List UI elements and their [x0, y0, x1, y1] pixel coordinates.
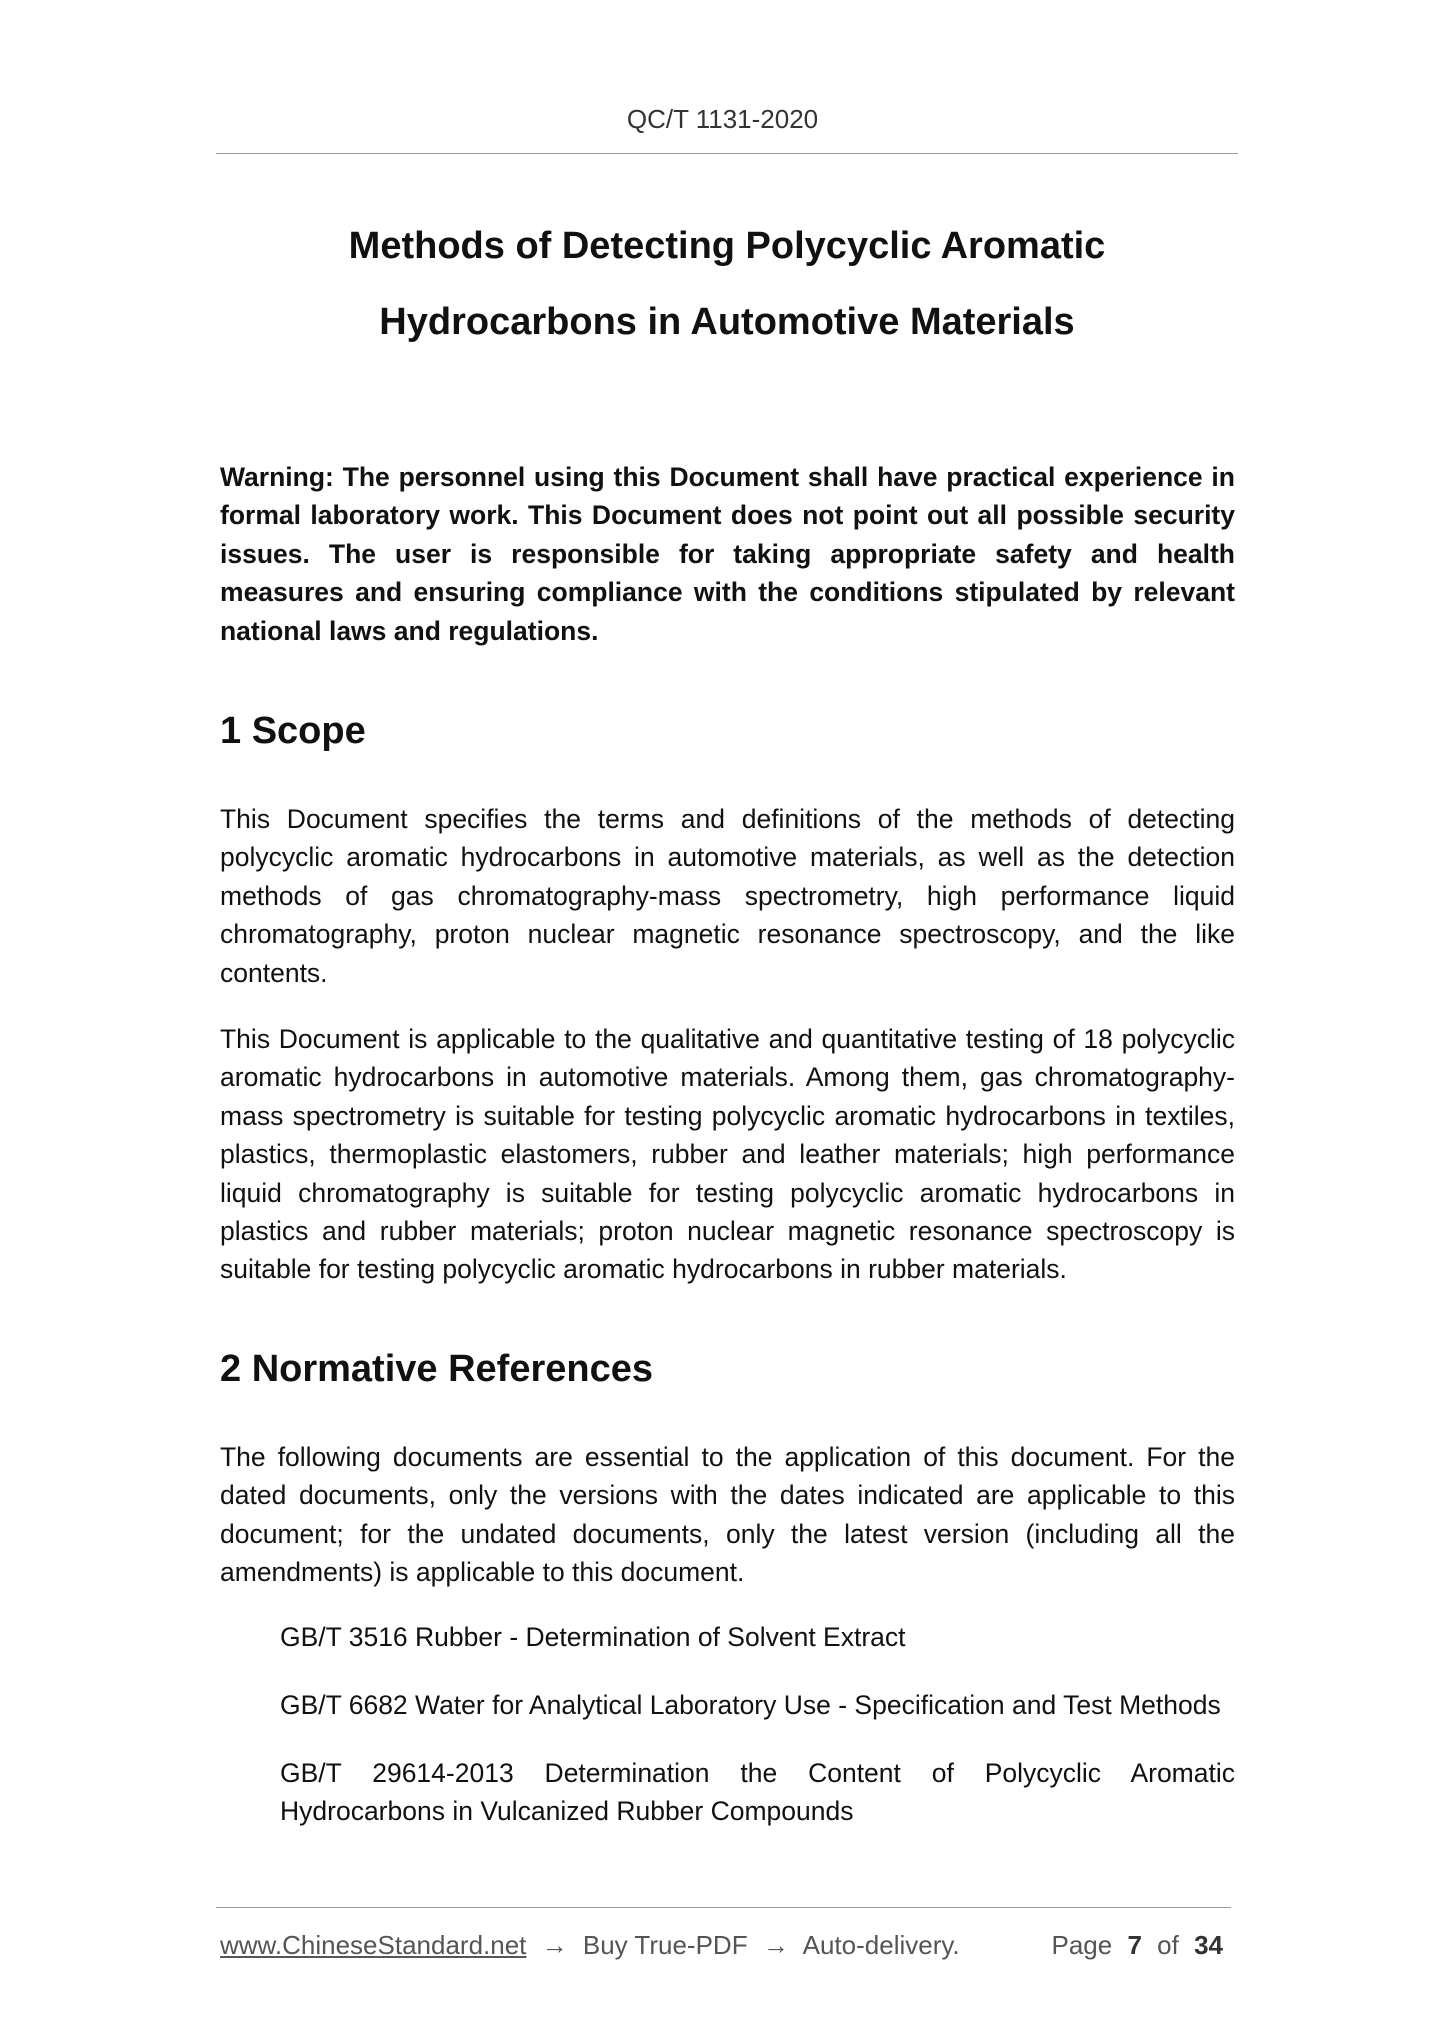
auto-delivery-text: Auto-delivery.: [802, 1930, 960, 1960]
arrow-right-icon: →: [762, 1930, 789, 1960]
buy-true-pdf-text: Buy True-PDF: [582, 1930, 748, 1960]
document-title: [216, 208, 1238, 360]
reference-item: GB/T 29614-2013 Determination the Content of Polycyclic Aromatic Hydrocarbons in Vulcanized Rubber Compounds: [280, 1758, 1235, 1827]
normative-references-intro: The following documents are essential to the application of this document. For the dated documents, only the versions with the dates indicated are applicable to this document; for the undated documents, only the latest version (including all the amendments) is applicable to this document.: [220, 1442, 1235, 1588]
section-heading-normative-references: 2 Normative References: [220, 1348, 653, 1390]
scope-paragraph-1: This Document specifies the terms and definitions of the methods of detecting polycyclic aromatic hydrocarbons in automotive materials, as well as the detection methods of gas chromatography-mass spectrometry, high performance liquid chromatography, proton nuclear magnetic resonance spectroscopy, and the like contents.: [220, 804, 1235, 988]
website-link[interactable]: www.ChineseStandard.net: [220, 1930, 527, 1960]
title-line-2: Hydrocarbons in Automotive Materials: [379, 301, 1075, 343]
section-heading-scope: 1 Scope: [220, 710, 366, 752]
standard-code-header: QC/T 1131-2020: [626, 104, 819, 134]
title-line-1: Methods of Detecting Polycyclic Aromatic: [348, 225, 1106, 267]
footer-promo: [220, 1930, 968, 1961]
page-current: 7: [1127, 1930, 1142, 1960]
reference-item: GB/T 3516 Rubber - Determination of Solvent Extract: [280, 1622, 906, 1652]
page-footer: [220, 1930, 1231, 1961]
warning-paragraph: Warning: The personnel using this Document shall have practical experience in formal laboratory work. This Document does not point out all possible security issues. The user is responsible for taking appropriate safety and health measures and ensuring compliance with the conditions stipulated by relevant national laws and regulations.: [220, 462, 1235, 646]
arrow-right-icon: →: [541, 1930, 568, 1960]
page-label: Page: [1051, 1930, 1113, 1960]
scope-paragraph-2: This Document is applicable to the qualitative and quantitative testing of 18 polycyclic aromatic hydrocarbons in automotive materials. Among them, gas chromatography-mass spectrometry is suitable for testing polycyclic aromatic hydrocarbons in textiles, plastics, thermoplastic elastomers, rubber and leather materials; high performance liquid chromatography is suitable for testing polycyclic aromatic hydrocarbons in plastics and rubber materials; proton nuclear magnetic resonance spectroscopy is suitable for testing polycyclic aromatic hydrocarbons in rubber materials.: [220, 1024, 1235, 1285]
page-of-label: of: [1157, 1930, 1179, 1960]
page-number: [1051, 1930, 1231, 1961]
reference-item: GB/T 6682 Water for Analytical Laboratory Use - Specification and Test Methods: [280, 1690, 1221, 1720]
page-total: 34: [1194, 1930, 1223, 1960]
footer-divider: [216, 1907, 1231, 1908]
header-divider: [216, 153, 1238, 154]
